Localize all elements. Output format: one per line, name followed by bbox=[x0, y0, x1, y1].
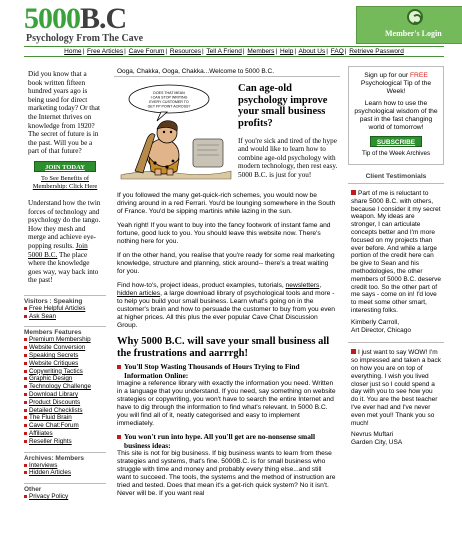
menu-link-technology[interactable]: Technology Challenge bbox=[29, 383, 91, 391]
welcome-breadcrumb: Ooga, Chakka, Ooga, Chakka...Welcome to 5000 B.C. bbox=[114, 66, 340, 77]
body-paragraph: If you followed the many get-quick-rich schemes, you would now be driving around in a red Ferrari. You'd be lounging somewhere in the South of France. You'd be sipping martinis while lazing in the sun. bbox=[117, 192, 336, 215]
tip-signup-heading: Sign up for our FREE Psychological Tip of the Week! bbox=[360, 72, 432, 95]
archives-section-title: Archives: Members bbox=[24, 452, 106, 462]
newsletters-link[interactable]: newsletters bbox=[285, 282, 320, 289]
menu-item bbox=[24, 344, 106, 352]
nav-resources[interactable]: Resources bbox=[169, 48, 201, 55]
menu-item bbox=[24, 469, 106, 477]
nav-help[interactable]: Help bbox=[279, 48, 294, 55]
menu-item bbox=[24, 407, 106, 415]
nav-cave-forum[interactable]: Cave Forum bbox=[128, 48, 165, 55]
testimonial-quote: Part of me is reluctant to share 5000 B.C. with others, because I consider it my secret weapon. My ideas are stronger, I can articulate concepts better and I'm more focused on my projects than ever before. And while a large portion of the credit here can be give to Sean and his methodologies, the other members of 5000 B.C. deserve credit too. So the other part of me says - come on in! I'd love to meet some other smart, interesting folks. bbox=[351, 190, 441, 314]
visitors-menu bbox=[24, 305, 106, 321]
menu-item bbox=[24, 399, 106, 407]
menu-item bbox=[24, 313, 106, 321]
menu-item bbox=[24, 375, 106, 383]
menu-item bbox=[24, 422, 106, 430]
caveman-cartoon-image bbox=[117, 83, 233, 183]
nav-faq[interactable]: FAQ bbox=[330, 48, 344, 55]
menu-item bbox=[24, 493, 106, 501]
benefit-text: This site is not for big business. If big business wants to learn from these strategies and systems, that's fine. 5000B.C. is for small business who struggle with time and money and probably every thing else...and still want to succeed. The tools, the systems and the method of instruction are tried and tested. Does that mean it's a get-rich quick system? No it isn't. Never will be. If you want real bbox=[117, 450, 336, 497]
intro-text-2: Understand how the twin forces of technology and psychology do the tango. How they mesh and merge and achieve eye-popping results. Join 5000 B.C. The place where the knowledge goes way, way back into the past! bbox=[28, 198, 101, 285]
members-menu bbox=[24, 336, 106, 445]
testimonial-quote: I just want to say WOW! I'm so impressed and taken a back on how you are on top of everything. I wish you lived closer just so I could spend a day with you to see how you do it. You are the best teacher I've ever had and I've never even met you!! Thank you so much! bbox=[351, 349, 441, 427]
benefit-heading: You'll Stop Wasting Thousands of Hours Trying to Find Information Online: bbox=[117, 363, 337, 380]
menu-link-cave-chat[interactable]: Cave Chat:Forum bbox=[29, 422, 79, 430]
nav-retrieve-password[interactable]: Retrieve Password bbox=[349, 48, 404, 55]
menu-link-premium[interactable]: Premium Membership bbox=[29, 336, 91, 344]
menu-link-checklists[interactable]: Detailed Checklists bbox=[29, 406, 83, 414]
hero-headline: Can age-old psychology improve your small business profits? bbox=[238, 83, 328, 129]
site-logo[interactable]: 5000B.C bbox=[24, 2, 127, 35]
body-paragraph: Yeah right! If you want to buy into the fancy footwork of instant fame and fortune, good luck to you. You should leave this website now. There's nothing here for you. bbox=[117, 222, 331, 245]
menu-link-affiliates[interactable]: Affiliates bbox=[29, 430, 53, 438]
cartoon-caption-line2: I CAN STOP WRITING bbox=[150, 95, 188, 100]
login-panel bbox=[356, 6, 462, 44]
hero-intro-text: If you're sick and tired of the hype and would like to learn how to combine age-old psychology with modern technology, then rest easy. 5000 B.C. is just for you! bbox=[238, 137, 338, 179]
section-heading: Why 5000 B.C. will save your small business all the frustrations and aarrrgh! bbox=[117, 336, 330, 359]
menu-item bbox=[24, 352, 106, 360]
cartoon-caption-line3: EVERY CUSTOMER TO bbox=[149, 100, 189, 104]
login-badge-icon bbox=[407, 9, 423, 25]
hidden-articles-link[interactable]: hidden articles bbox=[117, 290, 161, 297]
testimonial-author: Kimberly Carroll, Art Director, Chicago bbox=[348, 315, 444, 344]
menu-item bbox=[24, 391, 106, 399]
menu-item bbox=[24, 430, 106, 438]
menu-link-ask-sean[interactable]: Ask Sean bbox=[29, 312, 56, 320]
site-tagline: Psychology From The Cave bbox=[26, 33, 144, 44]
menu-link-product-discounts[interactable]: Product Discounts bbox=[29, 398, 81, 406]
menu-item bbox=[24, 414, 106, 422]
body-paragraph: If on the other hand, you realise that you're ready for some real marketing knowledge, structure and planning, stick around-- there's a treat waiting for you. bbox=[117, 252, 335, 275]
quote-icon bbox=[351, 349, 356, 354]
right-sidebar bbox=[348, 66, 444, 552]
menu-item bbox=[24, 368, 106, 376]
menu-link-interviews[interactable]: Interviews bbox=[29, 461, 58, 469]
menu-item bbox=[24, 305, 106, 313]
menu-link-speaking-secrets[interactable]: Speaking Secrets bbox=[29, 352, 79, 360]
left-sidebar bbox=[24, 66, 106, 552]
cartoon-caption-line1: DOES THAT MEAN bbox=[153, 91, 185, 95]
members-section-title: Members Features bbox=[24, 326, 106, 336]
menu-link-hidden-articles[interactable]: Hidden Articles bbox=[29, 469, 71, 477]
hero-section bbox=[114, 77, 340, 189]
menu-link-free-articles[interactable]: Free Helpful Articles bbox=[29, 304, 86, 312]
menu-item bbox=[24, 438, 106, 446]
menu-link-website-conversion[interactable]: Website Conversion bbox=[29, 344, 86, 352]
benefits-link[interactable]: To See Benefits of Membership: Click Here bbox=[32, 174, 98, 190]
other-menu bbox=[24, 493, 106, 501]
nav-free-articles[interactable]: Free Articles bbox=[87, 48, 124, 55]
subscribe-button[interactable]: SUBSCRIBE bbox=[370, 136, 422, 147]
nav-tell-a-friend[interactable]: Tell A Friend bbox=[206, 48, 242, 55]
members-login-link[interactable]: Member's Login bbox=[385, 29, 442, 38]
benefit-text: Imagine a reference library with exactly the information you need. Written in a language that you understand. If you need, say something on website strategies or copywriting, you won't have to search the entire Internet and have to dig through the information to find what's relevant. In 5000 B.C. you will find all of it, neatly categorised and easy to implement immediately. bbox=[117, 380, 336, 427]
join-link[interactable]: Join 5000 B.C. bbox=[28, 241, 88, 259]
menu-item bbox=[24, 383, 106, 391]
menu-link-graphic-design[interactable]: Graphic Design bbox=[29, 375, 73, 383]
site-header bbox=[24, 4, 444, 44]
menu-link-privacy[interactable]: Privacy Policy bbox=[29, 493, 69, 501]
archives-menu bbox=[24, 462, 106, 478]
nav-about-us[interactable]: About Us bbox=[298, 48, 326, 55]
body-paragraph: Find how-to's, project ideas, product examples, tutorials, newsletters, hidden articles, a large download library of psychological tools and more - to help you build your small business. Learn what's going on in the customer's brain and how to persuade the customer to buy from you even at higher prices. All this plus the ever popular Cave Chat Discussion Group. bbox=[117, 282, 335, 329]
menu-link-download-library[interactable]: Download Library bbox=[29, 391, 79, 399]
join-today-button[interactable]: JOIN TODAY bbox=[34, 161, 96, 172]
menu-link-website-critiques[interactable]: Website Critiques bbox=[29, 359, 79, 367]
other-section-title: Other bbox=[24, 483, 106, 493]
testimonial-author: Nevrus Muftari Garden City, USA bbox=[351, 431, 403, 447]
benefit-heading: You won't run into hype. All you'll get are no-nonsense small business ideas: bbox=[117, 433, 337, 450]
cartoon-caption-line4: GET FP POINT ACROSS? bbox=[147, 104, 191, 109]
tip-signup-body: Learn how to use the psychological wisdom of the past in the fast changing world of tomorrow! bbox=[354, 100, 438, 131]
tip-signup-box bbox=[348, 66, 444, 165]
menu-link-fluid-brain[interactable]: The Fluid Brain bbox=[29, 414, 72, 422]
nav-members[interactable]: Members bbox=[247, 48, 275, 55]
quote-icon bbox=[351, 190, 356, 195]
tip-archives-link[interactable]: Tip of the Week Archives bbox=[361, 150, 431, 157]
menu-link-reseller[interactable]: Reseller Rights bbox=[29, 437, 72, 445]
menu-item bbox=[24, 336, 106, 344]
testimonials-title: Client Testimonials bbox=[348, 170, 444, 184]
menu-item bbox=[24, 360, 106, 368]
visitors-section-title: Visitors : Speaking bbox=[24, 295, 106, 305]
nav-home[interactable]: Home bbox=[64, 48, 82, 55]
top-navigation: Home| Free Articles| Cave Forum| Resources| Tell A Friend| Members| Help| About Us| FAQ| Retrieve Password bbox=[24, 46, 444, 57]
menu-link-copywriting[interactable]: Copywriting Tactics bbox=[29, 367, 83, 375]
intro-text: Did you know that a book written fifteen hundred years ago is being used for direct marketing today? Or that the Internet thrives on knowledge from 1920? The secret of future is in the past. Will you be a part of that future? bbox=[28, 70, 101, 156]
main-content bbox=[114, 66, 340, 552]
intro-box bbox=[24, 66, 106, 289]
menu-item bbox=[24, 462, 106, 470]
